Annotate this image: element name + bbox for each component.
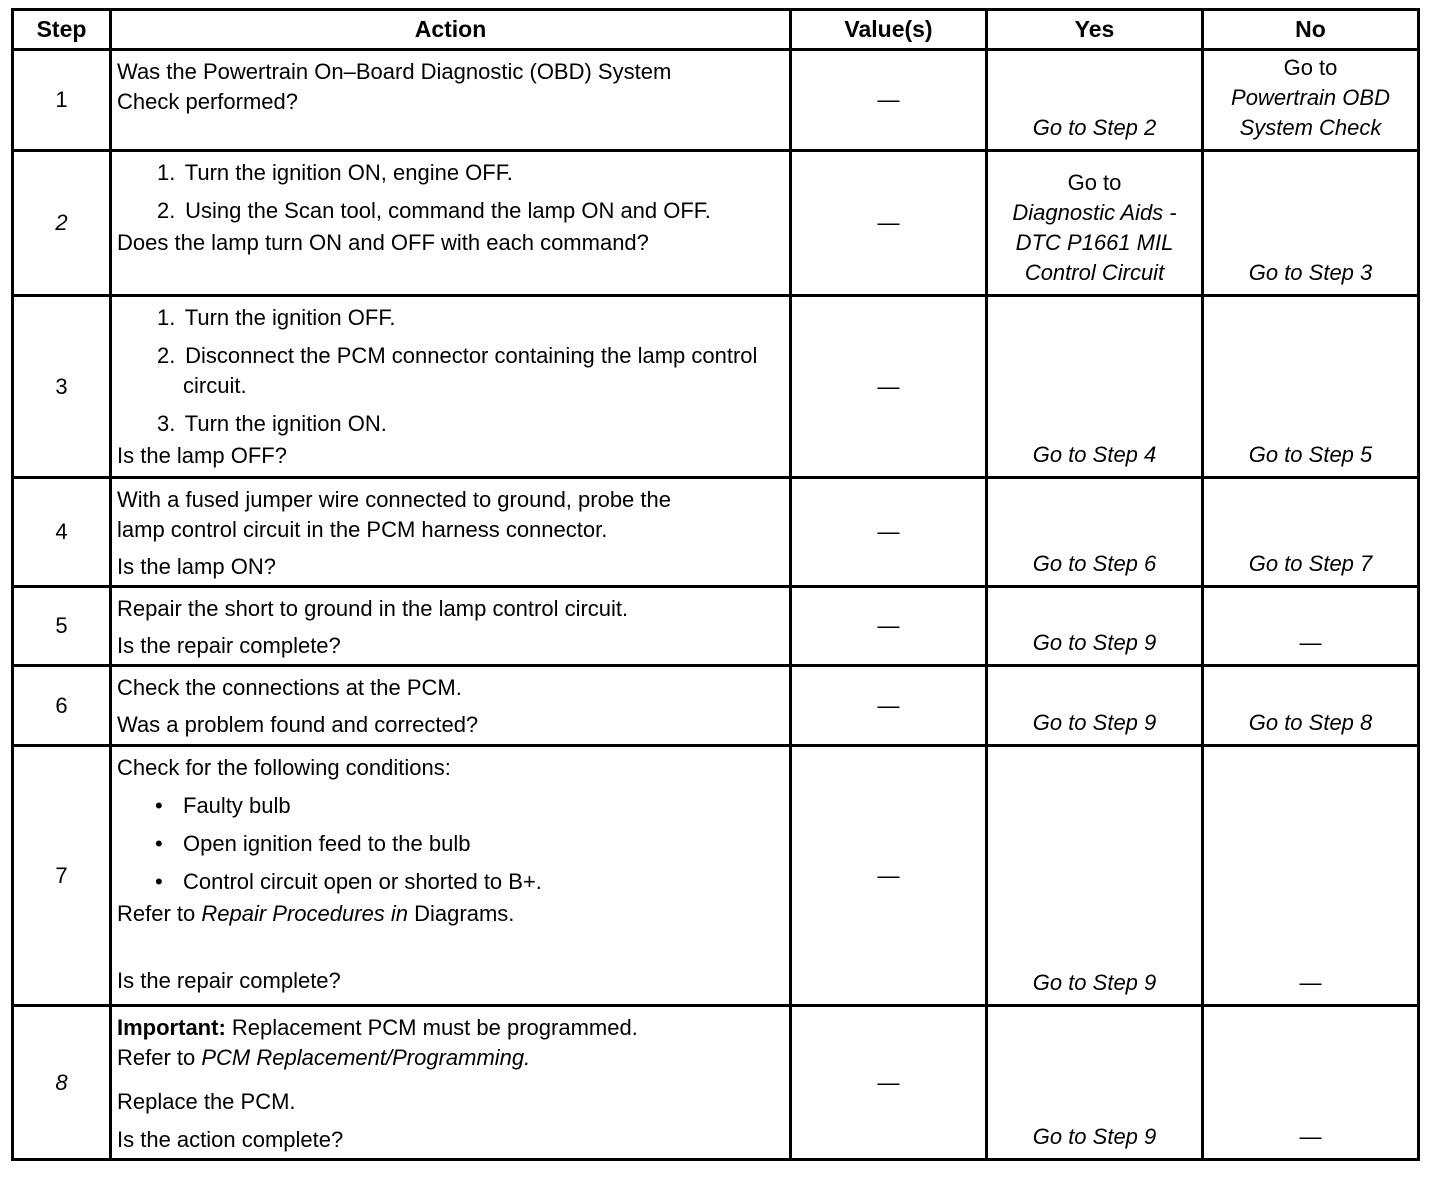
numbered-item: 1. Turn the ignition OFF. [157, 305, 396, 330]
value-cell: — [791, 746, 987, 1006]
action-cell [111, 746, 791, 1006]
action-text: Check the connections at the PCM. [117, 675, 462, 700]
step-number: 8 [13, 1006, 111, 1160]
no-dash: — [1299, 970, 1322, 995]
action-question: Does the lamp turn ON and OFF with each command? [117, 230, 649, 255]
value-cell: — [791, 151, 987, 296]
yes-cell [987, 1006, 1203, 1160]
bullet-icon: • [155, 793, 163, 818]
bullet-icon: • [155, 869, 163, 894]
header-values: Value(s) [791, 10, 987, 50]
yes-link[interactable] [988, 168, 1201, 288]
header-yes: Yes [987, 10, 1203, 50]
no-link[interactable]: Go to Step 7 [1248, 551, 1373, 576]
table-row [13, 1006, 1419, 1160]
no-cell [1203, 50, 1419, 151]
diagnostic-table [11, 8, 1420, 1161]
action-cell [111, 478, 791, 587]
header-row [13, 10, 1419, 50]
no-link[interactable]: Go to Step 5 [1248, 442, 1373, 467]
yes-cell [987, 50, 1203, 151]
value-cell: — [791, 1006, 987, 1160]
table-row [13, 50, 1419, 151]
yes-text: Control Circuit [1024, 260, 1165, 285]
action-reference: Refer to PCM Replacement/Programming. [117, 1045, 531, 1070]
yes-link[interactable]: Go to Step 6 [1032, 551, 1157, 576]
action-cell [111, 50, 791, 151]
header-no: No [1203, 10, 1419, 50]
step-number: 7 [13, 746, 111, 1006]
important-note: Important: Replacement PCM must be programmed. [117, 1015, 638, 1040]
yes-link[interactable]: Go to Step 9 [1032, 970, 1157, 995]
header-action: Action [111, 10, 791, 50]
bullet-item: • Open ignition feed to the bulb [153, 829, 785, 859]
no-cell [1203, 666, 1419, 746]
bullet-icon: • [155, 831, 163, 856]
action-cell [111, 151, 791, 296]
no-text: Powertrain OBD [1231, 85, 1390, 110]
table-row [13, 666, 1419, 746]
step-number: 2 [13, 151, 111, 296]
yes-cell [987, 587, 1203, 666]
action-question: Was a problem found and corrected? [117, 712, 479, 737]
yes-text: Diagnostic Aids - [1012, 200, 1177, 225]
step-number: 1 [13, 50, 111, 151]
header-step: Step [13, 10, 111, 50]
step-number: 6 [13, 666, 111, 746]
no-cell [1203, 151, 1419, 296]
table-row [13, 151, 1419, 296]
value-cell: — [791, 296, 987, 478]
action-text: Was the Powertrain On–Board Diagnostic (OBD) System [117, 59, 672, 84]
yes-link[interactable]: Go to Step 9 [1032, 1124, 1157, 1149]
no-link[interactable]: Go to Step 8 [1248, 710, 1373, 735]
numbered-item: 2. Disconnect the PCM connector containing the lamp control circuit. [157, 343, 758, 398]
action-cell [111, 666, 791, 746]
step-number: 4 [13, 478, 111, 587]
yes-text: Go to [1067, 170, 1122, 195]
table-row [13, 296, 1419, 478]
value-cell: — [791, 587, 987, 666]
action-text: With a fused jumper wire connected to ground, probe the [117, 487, 671, 512]
no-cell [1203, 1006, 1419, 1160]
value-cell: — [791, 50, 987, 151]
yes-link[interactable]: Go to Step 9 [1032, 710, 1157, 735]
step-number: 3 [13, 296, 111, 478]
bullet-item: • Faulty bulb [153, 791, 785, 821]
table-row [13, 587, 1419, 666]
reference-link[interactable]: PCM Replacement/Programming. [201, 1045, 531, 1070]
reference-link[interactable]: Repair Procedures in [201, 901, 409, 926]
no-cell [1203, 478, 1419, 587]
no-cell [1203, 746, 1419, 1006]
action-question: Is the repair complete? [117, 633, 341, 658]
action-question: Is the repair complete? [117, 968, 341, 993]
action-text: Check for the following conditions: [117, 755, 451, 780]
yes-cell [987, 666, 1203, 746]
action-cell [111, 1006, 791, 1160]
action-question: Is the lamp OFF? [117, 443, 287, 468]
yes-cell [987, 151, 1203, 296]
action-text: Replace the PCM. [117, 1089, 296, 1114]
action-question: Is the lamp ON? [117, 554, 276, 579]
no-link[interactable] [1204, 53, 1417, 143]
no-link[interactable]: Go to Step 3 [1248, 260, 1373, 285]
step-number: 5 [13, 587, 111, 666]
yes-link[interactable]: Go to Step 4 [1032, 442, 1157, 467]
yes-link[interactable]: Go to Step 9 [1032, 630, 1157, 655]
numbered-item: 3. Turn the ignition ON. [157, 411, 387, 436]
yes-link[interactable]: Go to Step 2 [1032, 115, 1157, 140]
yes-cell [987, 296, 1203, 478]
numbered-item: 2. Using the Scan tool, command the lamp ON and OFF. [157, 198, 711, 223]
yes-cell [987, 478, 1203, 587]
action-question: Is the action complete? [117, 1127, 344, 1152]
action-text: lamp control circuit in the PCM harness connector. [117, 517, 608, 542]
table-row [13, 746, 1419, 1006]
no-dash: — [1299, 630, 1322, 655]
bullet-item: • Control circuit open or shorted to B+. [153, 867, 785, 897]
no-text: System Check [1239, 115, 1382, 140]
no-cell [1203, 296, 1419, 478]
yes-cell [987, 746, 1203, 1006]
no-cell [1203, 587, 1419, 666]
no-text: Go to [1283, 55, 1338, 80]
action-cell [111, 296, 791, 478]
action-reference: Refer to Repair Procedures in Diagrams. [117, 901, 515, 926]
action-cell [111, 587, 791, 666]
no-dash: — [1299, 1124, 1322, 1149]
action-text: Check performed? [117, 89, 298, 114]
value-cell: — [791, 478, 987, 587]
value-cell: — [791, 666, 987, 746]
table-row [13, 478, 1419, 587]
action-text: Repair the short to ground in the lamp control circuit. [117, 596, 629, 621]
yes-text: DTC P1661 MIL [1015, 230, 1174, 255]
numbered-item: 1. Turn the ignition ON, engine OFF. [157, 160, 513, 185]
